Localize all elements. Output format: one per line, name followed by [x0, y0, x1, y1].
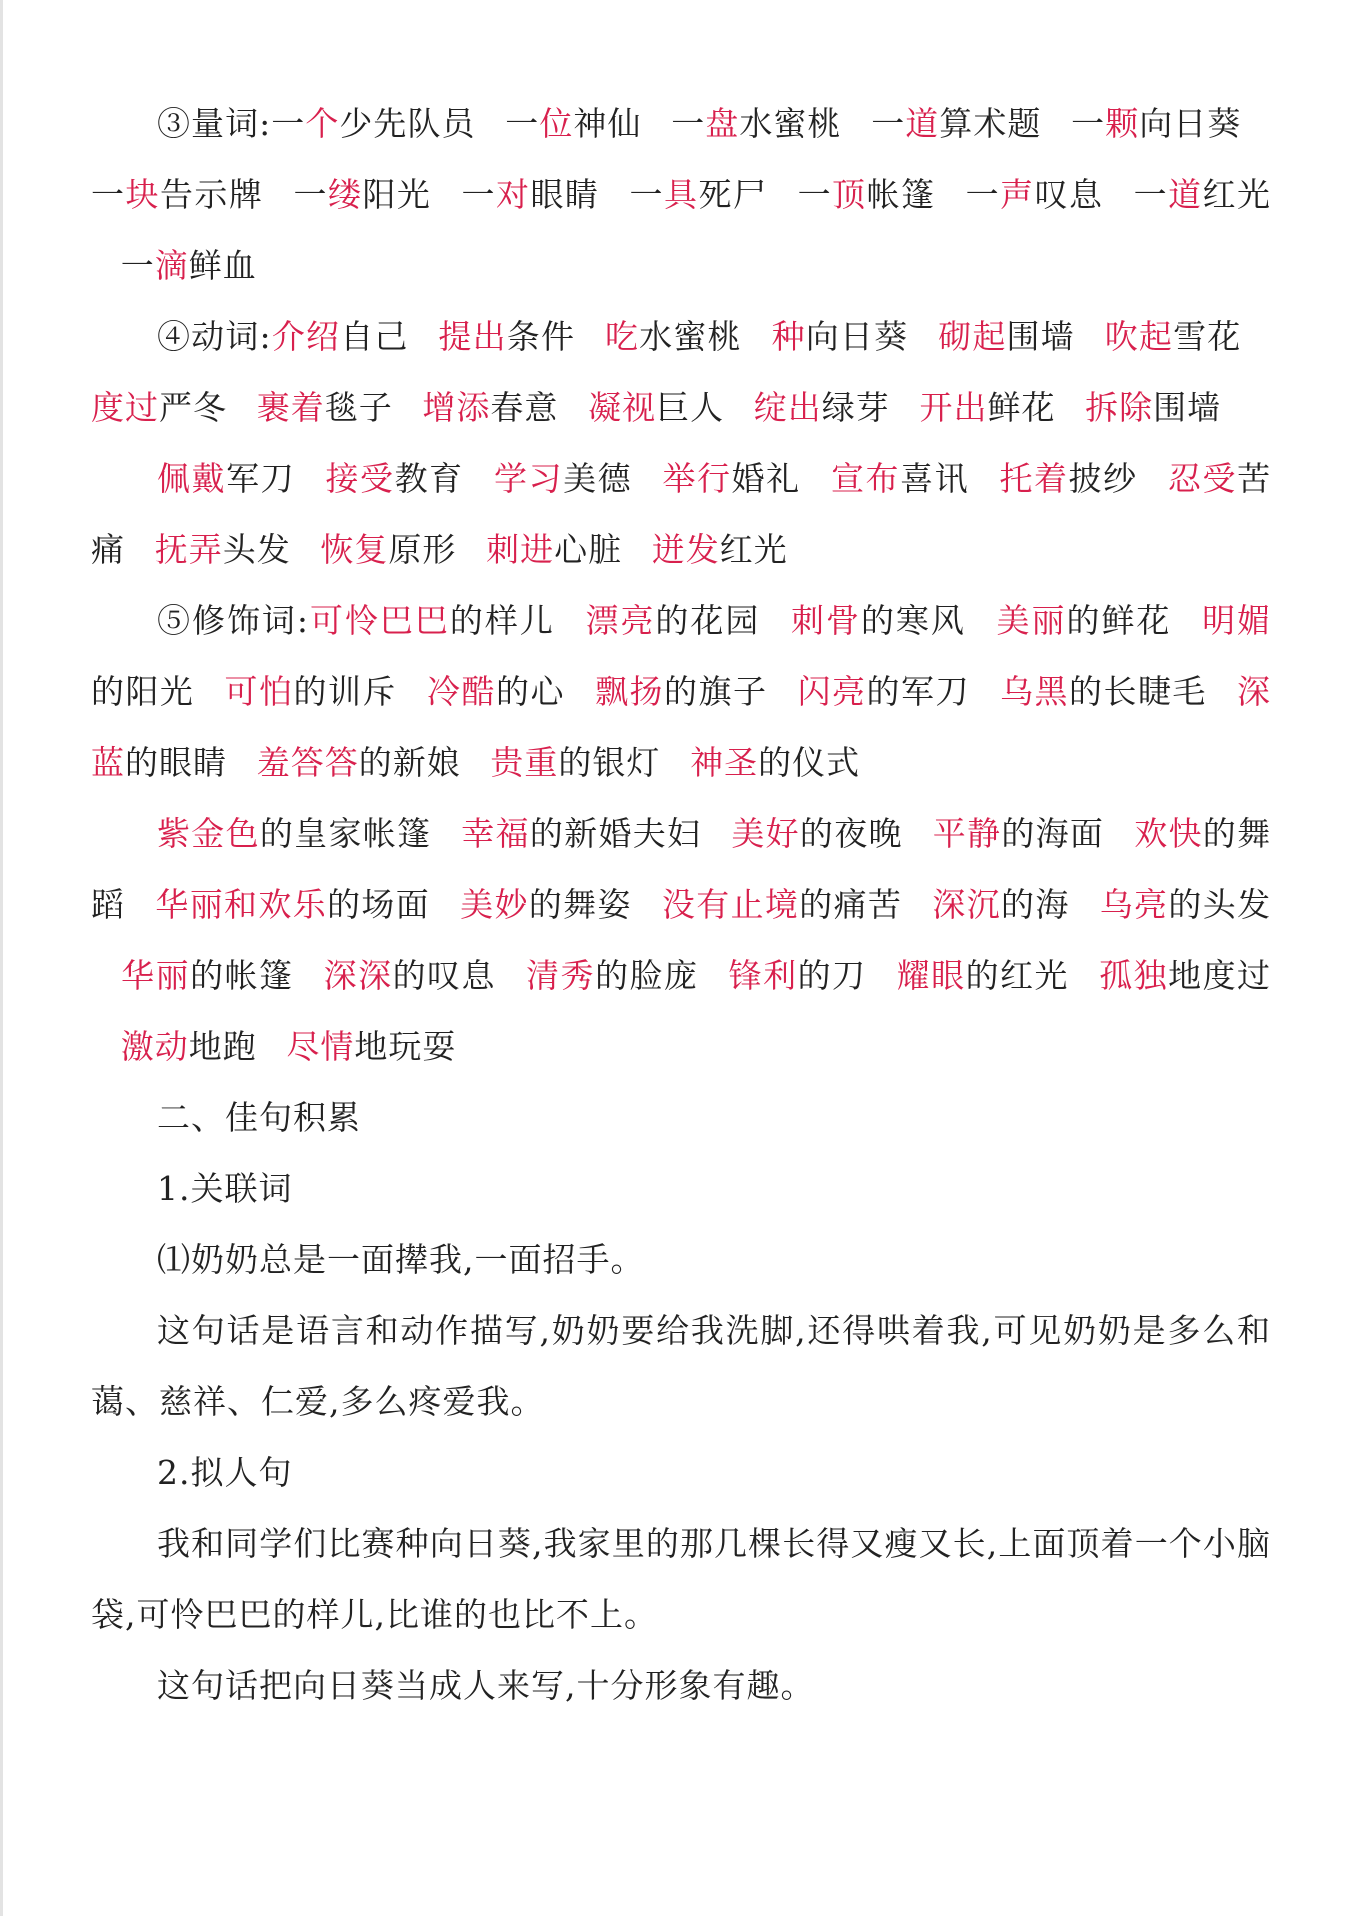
plain-word: 的旗子: [664, 672, 768, 711]
plain-word: 算术题: [939, 104, 1042, 143]
highlighted-word: 恢复: [320, 530, 389, 569]
highlighted-word: 华丽: [120, 956, 191, 995]
plain-word: 告示牌: [159, 175, 264, 214]
word-lists: [91, 88, 1271, 1082]
word-phrase: [1133, 175, 1271, 214]
word-phrase: [157, 814, 431, 853]
plain-word: 的眼睛: [125, 743, 227, 782]
word-phrase: [505, 104, 641, 143]
word-phrase: [272, 317, 409, 356]
word-phrase: [438, 317, 575, 356]
plain-word: 向日葵: [1139, 104, 1242, 143]
highlighted-word: 介绍: [271, 317, 341, 356]
highlighted-word: 平静: [932, 814, 1002, 853]
highlighted-word: 块: [125, 175, 160, 214]
plain-word: 绿芽: [821, 388, 890, 427]
plain-word: 水蜜桃: [739, 104, 842, 143]
highlighted-word: 滴: [154, 246, 189, 285]
highlighted-word: 尽情: [286, 1027, 355, 1066]
plain-word: 一: [120, 246, 155, 285]
highlighted-word: 冷酷: [426, 672, 496, 711]
word-phrase: [486, 530, 622, 569]
example-note-2: 这句话把向日葵当成人来写,十分形象有趣。: [157, 1666, 815, 1705]
section-heading-sentences: 二、佳句积累: [157, 1098, 361, 1137]
plain-word: 的鲜花: [1066, 601, 1172, 640]
highlighted-word: 紫金色: [157, 814, 260, 853]
highlighted-word: 提出: [438, 317, 507, 356]
highlighted-word: 孤独: [1098, 956, 1169, 995]
highlighted-word: 锋利: [728, 956, 798, 995]
highlighted-word: 位: [539, 104, 574, 143]
word-phrase: [157, 459, 295, 498]
highlighted-word: 佩戴: [157, 459, 227, 498]
word-phrase: [493, 459, 632, 498]
plain-word: 条件: [506, 317, 576, 356]
word-phrase: [1105, 317, 1242, 356]
plain-word: 的痛苦: [799, 885, 903, 924]
plain-word: 原形: [388, 530, 457, 569]
plain-word: 水蜜桃: [639, 317, 742, 356]
plain-word: 苦痛: [91, 459, 1272, 569]
highlighted-word: 具: [664, 175, 699, 214]
plain-word: 眼睛: [530, 175, 600, 214]
highlighted-word: 吃: [604, 317, 640, 356]
highlighted-word: 个: [305, 104, 340, 143]
plain-word: 一: [461, 175, 496, 214]
highlighted-word: 凝视: [588, 388, 657, 427]
word-phrase: [731, 814, 903, 853]
highlighted-word: 砌起: [937, 317, 1007, 356]
word-phrase: [461, 175, 599, 214]
word-phrase: [797, 672, 970, 711]
highlighted-word: 种: [771, 317, 806, 356]
plain-word: 的皇家帐篷: [259, 814, 432, 853]
highlighted-word: 乌黑: [999, 672, 1070, 711]
highlighted-word: 声: [1000, 175, 1035, 214]
plain-word: 婚礼: [731, 459, 801, 498]
verbs-list: [91, 301, 1271, 443]
highlighted-word: 幸福: [461, 814, 530, 853]
highlighted-word: 对: [496, 175, 531, 214]
word-phrase: [790, 601, 966, 640]
plain-word: 一: [91, 175, 126, 214]
plain-word: 巨人: [656, 388, 725, 427]
plain-word: 神仙: [573, 104, 642, 143]
highlighted-word: 闪亮: [797, 672, 867, 711]
plain-word: 军刀: [226, 459, 296, 498]
plain-word: 的脸庞: [595, 956, 699, 995]
word-phrase: [830, 459, 969, 498]
verbs-list-continued: [91, 443, 1271, 585]
highlighted-word: 盘: [705, 104, 740, 143]
word-phrase: [754, 388, 890, 427]
list-label: ③量词:: [157, 104, 272, 143]
plain-word: 的样儿: [449, 601, 555, 640]
highlighted-word: 抚弄: [154, 530, 223, 569]
plain-word: 的军刀: [866, 672, 970, 711]
word-phrase: [996, 601, 1172, 640]
plain-word: 喜讯: [900, 459, 970, 498]
highlighted-word: 飘扬: [594, 672, 665, 711]
plain-word: 一: [271, 104, 306, 143]
highlighted-word: 美丽: [995, 601, 1067, 640]
highlighted-word: 裹着: [256, 388, 325, 427]
highlighted-word: 颗: [1105, 104, 1140, 143]
plain-word: 美德: [563, 459, 633, 498]
word-phrase: [662, 885, 903, 924]
example-sentence-1: ⑴奶奶总是一面撵我,一面招手。: [157, 1240, 645, 1279]
highlighted-word: 刺骨: [790, 601, 861, 640]
modifiers-list-continued: [91, 798, 1271, 1082]
plain-word: 的新娘: [358, 743, 461, 782]
highlighted-word: 美好: [731, 814, 800, 853]
word-phrase: [121, 956, 294, 995]
plain-word: 少先队员: [339, 104, 476, 143]
highlighted-word: 贵重: [490, 743, 559, 782]
word-phrase: [999, 459, 1138, 498]
highlighted-word: 美妙: [459, 885, 529, 924]
plain-word: 一: [629, 175, 665, 214]
highlighted-word: 没有止境: [661, 885, 800, 924]
word-phrase: [588, 388, 724, 427]
highlighted-word: 接受: [324, 459, 395, 498]
word-phrase: [461, 814, 701, 853]
highlighted-word: 激动: [120, 1027, 189, 1066]
word-phrase: [155, 530, 291, 569]
word-phrase: [257, 388, 393, 427]
highlighted-word: 羞答答: [256, 743, 359, 782]
plain-word: 的海: [1001, 885, 1070, 924]
highlighted-word: 增添: [422, 388, 491, 427]
plain-word: 头发: [222, 530, 291, 569]
plain-word: 一: [1071, 104, 1106, 143]
word-phrase: [1099, 956, 1271, 995]
word-phrase: [595, 672, 768, 711]
word-phrase: [938, 317, 1075, 356]
word-phrase: [460, 885, 632, 924]
plain-word: 的帐篷: [190, 956, 294, 995]
word-phrase: [490, 743, 660, 782]
plain-word: 的花园: [655, 601, 761, 640]
plain-word: 地度过: [1168, 956, 1272, 995]
plain-word: 鲜血: [188, 246, 257, 285]
plain-word: 的夜晚: [799, 814, 903, 853]
plain-word: 红光: [719, 530, 788, 569]
plain-word: 的新婚夫妇: [529, 814, 702, 853]
document-body: [91, 88, 1271, 1721]
word-phrase: [585, 601, 761, 640]
highlighted-word: 深深: [323, 956, 393, 995]
plain-word: 的心: [496, 672, 565, 711]
plain-word: 的长睫毛: [1069, 672, 1207, 711]
word-phrase: [671, 104, 841, 143]
plain-word: 叹息: [1034, 175, 1104, 214]
word-phrase: [224, 672, 397, 711]
word-phrase: [320, 530, 456, 569]
plain-word: 一: [965, 175, 1001, 214]
highlighted-word: 深沉: [931, 885, 1001, 924]
word-phrase: [121, 1027, 257, 1066]
highlighted-word: 绽出: [753, 388, 822, 427]
highlighted-word: 缕: [327, 175, 363, 214]
word-phrase: [1099, 885, 1271, 924]
word-phrase: [896, 956, 1069, 995]
highlighted-word: 宣布: [830, 459, 901, 498]
word-phrase: [91, 388, 227, 427]
word-phrase: [629, 175, 767, 214]
highlighted-word: 学习: [493, 459, 564, 498]
word-phrase: [605, 317, 742, 356]
plain-word: 的训斥: [293, 672, 397, 711]
highlighted-word: 道: [1168, 175, 1203, 214]
word-phrase: [91, 175, 263, 214]
word-phrase: [1071, 104, 1241, 143]
plain-word: 的仪式: [758, 743, 861, 782]
word-phrase: [965, 175, 1103, 214]
plain-word: 的刀: [797, 956, 867, 995]
plain-word: 的银灯: [558, 743, 661, 782]
plain-word: 的海面: [1001, 814, 1105, 853]
plain-word: 自己: [340, 317, 409, 356]
highlighted-word: 欢快: [1133, 814, 1203, 853]
word-phrase: [323, 956, 496, 995]
plain-word: 的舞姿: [528, 885, 632, 924]
highlighted-word: 耀眼: [896, 956, 966, 995]
plain-word: 向日葵: [805, 317, 909, 356]
highlighted-word: 迸发: [651, 530, 720, 569]
highlighted-word: 可怕: [224, 672, 294, 711]
highlighted-word: 举行: [661, 459, 732, 498]
plain-word: 的舞蹈: [91, 814, 1272, 924]
highlighted-word: 乌亮: [1099, 885, 1169, 924]
highlighted-word: 可怜巴巴: [309, 601, 450, 640]
word-phrase: [286, 1027, 456, 1066]
plain-word: 一: [797, 175, 833, 214]
modifiers-list: [91, 585, 1271, 798]
word-phrase: [797, 175, 935, 214]
plain-word: 披纱: [1068, 459, 1138, 498]
plain-word: 红光: [1202, 175, 1272, 214]
list-label: ④动词:: [157, 317, 272, 356]
plain-word: 的寒风: [860, 601, 966, 640]
plain-word: 一: [505, 104, 540, 143]
subheading-personification: 2.拟人句: [157, 1453, 293, 1492]
example-note-1: 这句话是语言和动作描写,奶奶要给我洗脚,还得哄着我,可见奶奶是多么和蔼、慈祥、仁爱,多么疼爱我。: [91, 1311, 1271, 1421]
word-phrase: [422, 388, 558, 427]
word-phrase: [121, 246, 257, 285]
word-phrase: [257, 743, 461, 782]
plain-word: 的叹息: [392, 956, 496, 995]
plain-word: 毯子: [324, 388, 393, 427]
word-phrase: [155, 885, 430, 924]
list-label: ⑤修饰词:: [157, 601, 310, 640]
plain-word: 的红光: [965, 956, 1070, 995]
plain-word: 围墙: [1153, 388, 1222, 427]
word-phrase: [309, 601, 555, 640]
word-phrase: [293, 175, 431, 214]
word-phrase: [771, 317, 908, 356]
plain-word: 教育: [394, 459, 464, 498]
plain-word: 雪花: [1173, 317, 1242, 356]
plain-word: 严冬: [159, 388, 227, 427]
plain-word: 地跑: [188, 1027, 257, 1066]
plain-word: 的阳光: [91, 672, 195, 711]
plain-word: 围墙: [1006, 317, 1075, 356]
plain-word: 的头发: [1168, 885, 1272, 924]
word-phrase: [325, 459, 464, 498]
plain-word: 死尸: [698, 175, 768, 214]
plain-word: 地玩耍: [354, 1027, 457, 1066]
highlighted-word: 开出: [919, 388, 988, 427]
highlighted-word: 托着: [998, 459, 1069, 498]
measure-words-list: [91, 88, 1271, 301]
word-phrase: [1000, 672, 1207, 711]
plain-word: 帐篷: [866, 175, 936, 214]
word-phrase: [271, 104, 475, 143]
highlighted-word: 神圣: [690, 743, 759, 782]
highlighted-word: 吹起: [1104, 317, 1174, 356]
highlighted-word: 华丽和欢乐: [155, 885, 328, 924]
word-phrase: [690, 743, 860, 782]
plain-word: 一: [871, 104, 906, 143]
word-phrase: [932, 814, 1104, 853]
highlighted-word: 清秀: [525, 956, 596, 995]
subheading-conjunctions: 1.关联词: [157, 1169, 293, 1208]
word-phrase: [652, 530, 788, 569]
highlighted-word: 顶: [832, 175, 867, 214]
plain-word: 阳光: [362, 175, 432, 214]
word-phrase: [526, 956, 699, 995]
plain-word: 鲜花: [987, 388, 1056, 427]
plain-word: 心脏: [554, 530, 623, 569]
highlighted-word: 深蓝: [91, 672, 1272, 782]
word-phrase: [1085, 388, 1221, 427]
word-phrase: [871, 104, 1041, 143]
word-phrase: [662, 459, 801, 498]
highlighted-word: 道: [905, 104, 940, 143]
plain-word: 的场面: [327, 885, 431, 924]
highlighted-word: 漂亮: [584, 601, 656, 640]
highlighted-word: 忍受: [1167, 459, 1238, 498]
highlighted-word: 明媚: [1201, 601, 1272, 640]
word-phrase: [728, 956, 866, 995]
word-phrase: [427, 672, 565, 711]
plain-word: 一: [671, 104, 706, 143]
word-phrase: [919, 388, 1055, 427]
highlighted-word: 度过: [91, 388, 159, 427]
highlighted-word: 拆除: [1085, 388, 1154, 427]
plain-word: 春意: [490, 388, 559, 427]
plain-word: 一: [293, 175, 328, 214]
word-phrase: [932, 885, 1070, 924]
highlighted-word: 刺进: [486, 530, 555, 569]
plain-word: 一: [1133, 175, 1169, 214]
example-sentence-2: 我和同学们比赛种向日葵,我家里的那几棵长得又瘦又长,上面顶着一个小脑袋,可怜巴巴的样儿,比谁的也比不上。: [91, 1524, 1271, 1634]
